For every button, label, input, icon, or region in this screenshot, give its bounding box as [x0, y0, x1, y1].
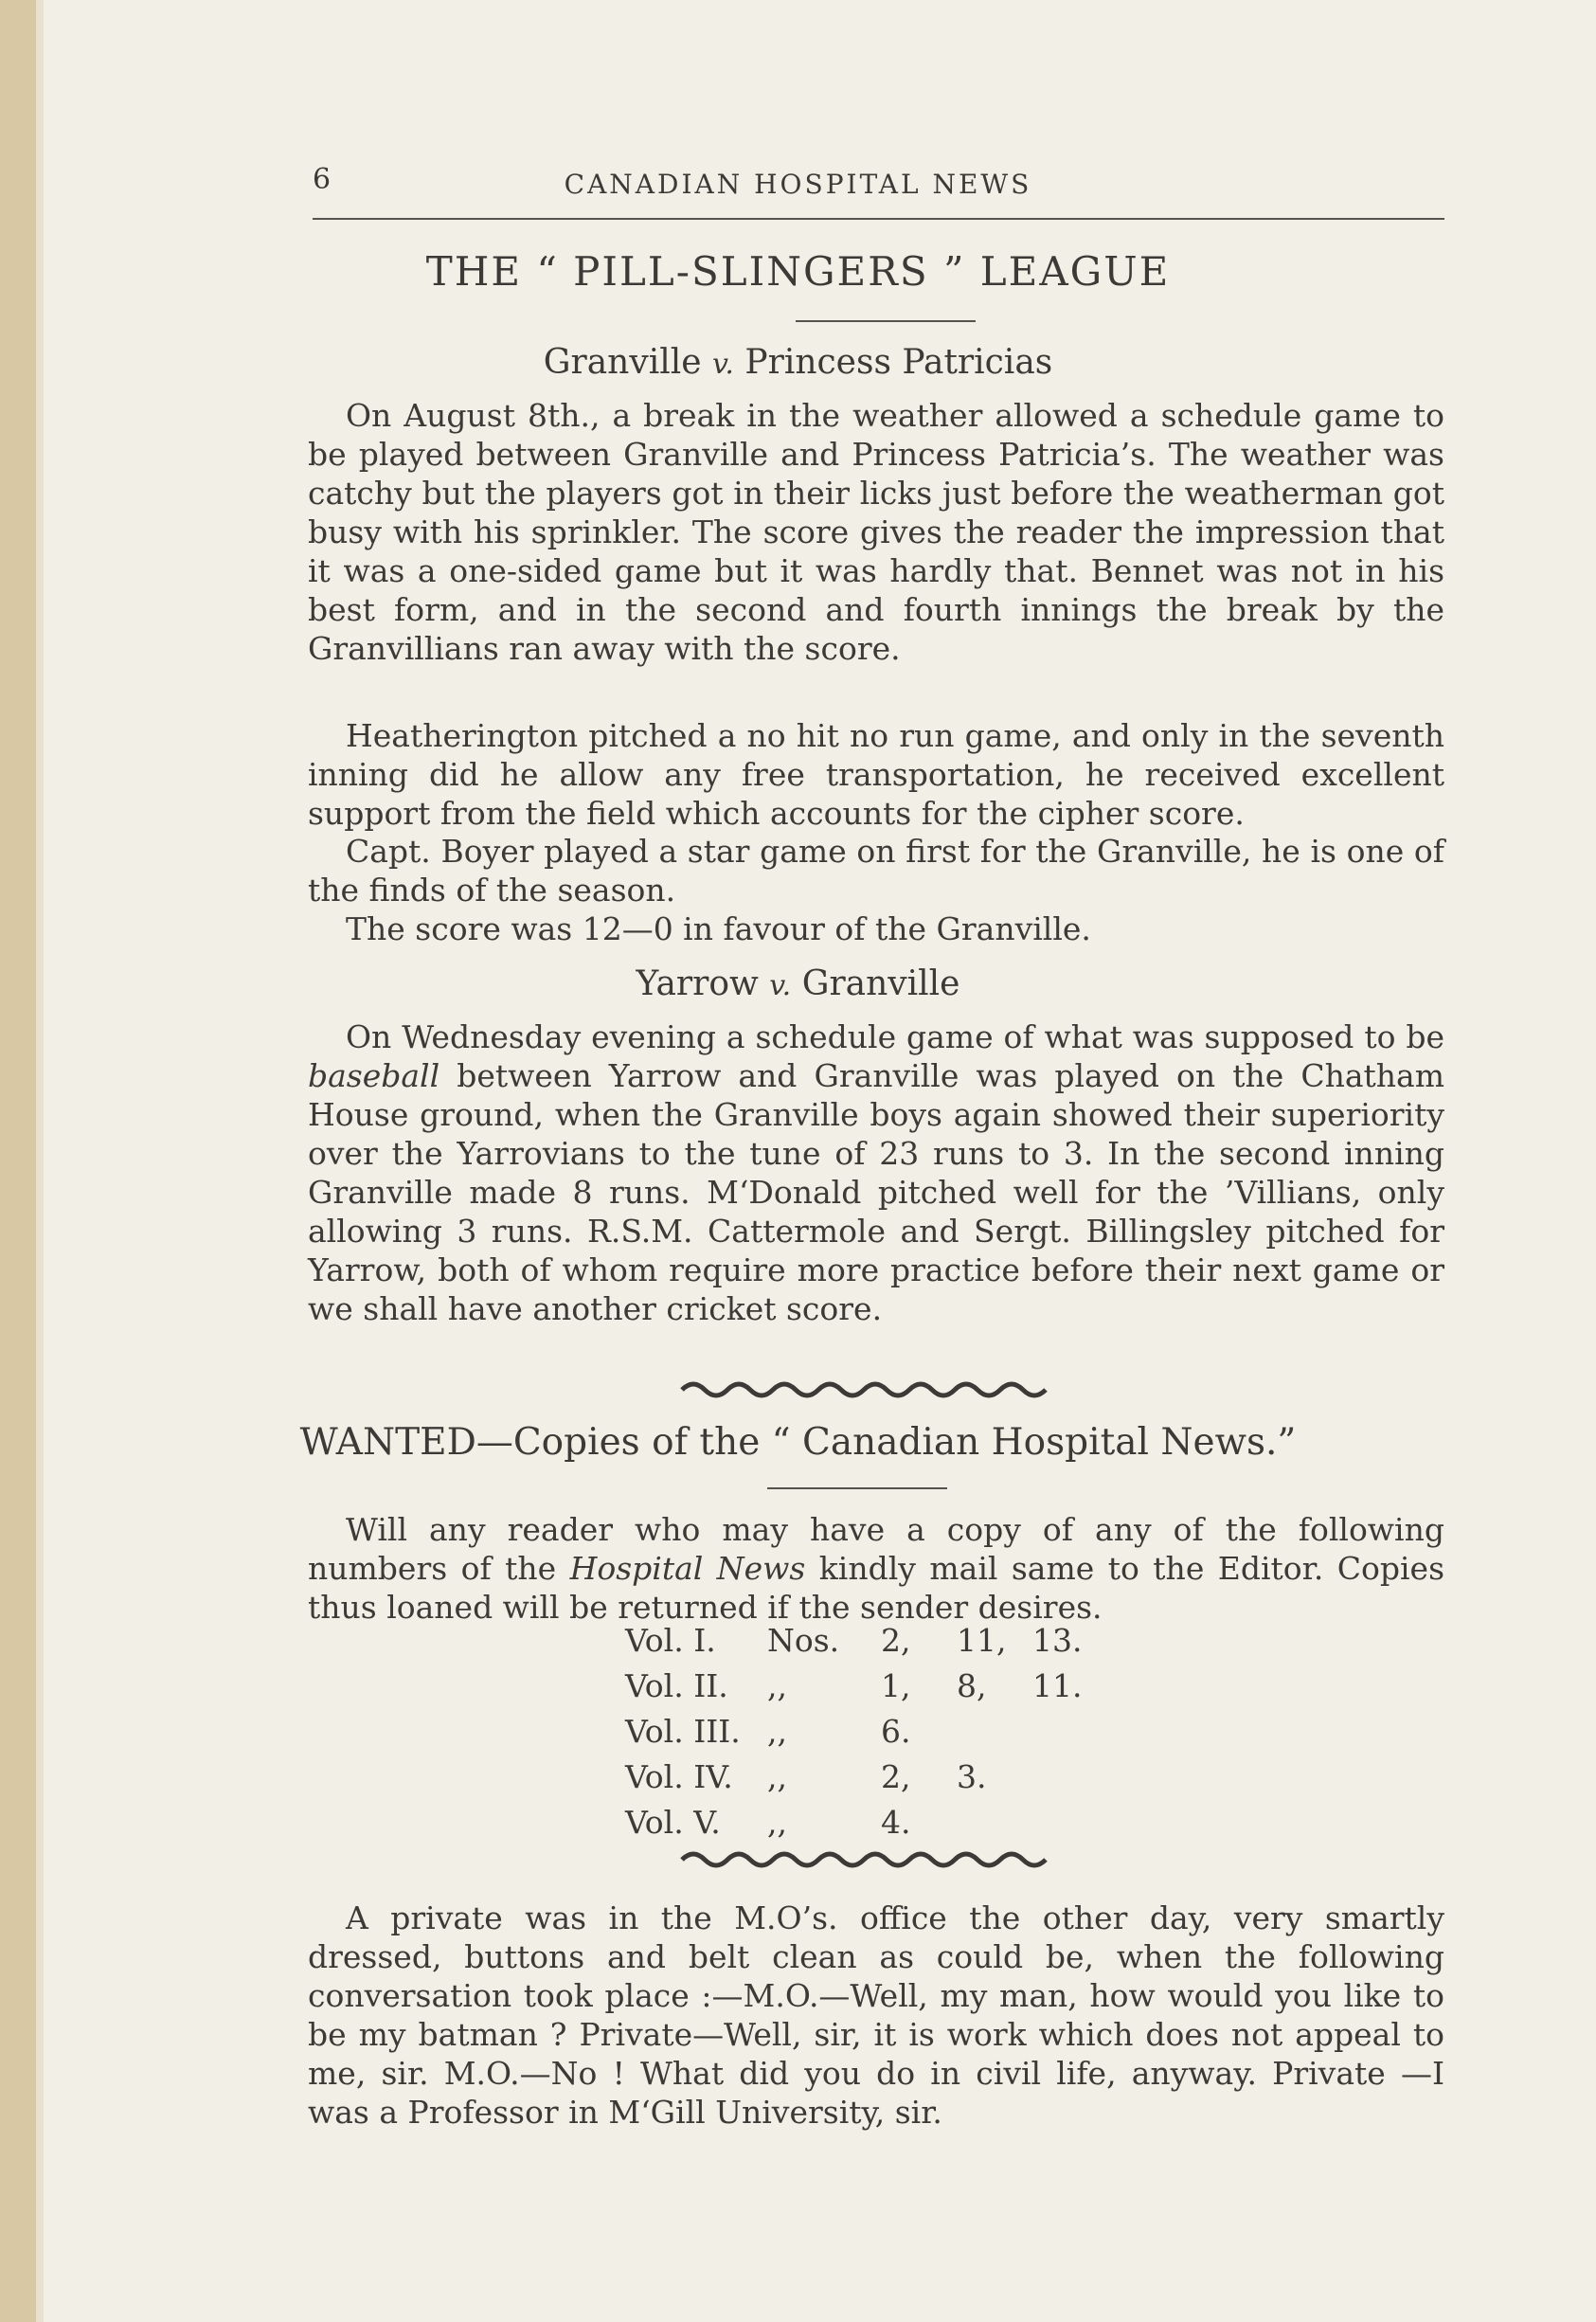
- volume-row: [625, 1713, 1108, 1758]
- issue-number: [957, 1804, 1032, 1849]
- issue-number: [1032, 1804, 1108, 1849]
- header-rule: [313, 218, 1444, 220]
- issue-number: 3.: [957, 1758, 987, 1795]
- issue-number: 11,: [957, 1622, 1007, 1659]
- game1-team-a: Granville: [543, 343, 702, 382]
- wanted-text-after: kindly mail same to the Editor. Copies thus loaned will be returned if the sender desires.: [308, 1550, 1445, 1626]
- volume-row: [625, 1622, 1108, 1667]
- game1-versus: v.: [712, 348, 734, 381]
- game1-team-b: Princess Patricias: [744, 343, 1053, 382]
- issue-number: [1032, 1758, 1108, 1804]
- volume-label: Vol. IV.: [625, 1758, 733, 1795]
- game2-text-italic: baseball: [308, 1057, 440, 1094]
- wavy-divider-1: [677, 1376, 1051, 1404]
- volume-row: [625, 1758, 1108, 1804]
- game2-text-after: between Yarrow and Granville was played on the Chatham House ground, when the Granville boys again showed their superiority over the Yarrovians to the tune of 23 runs to 3. In the second inning Granville made 8 runs. M‘Donald pitched well for the ’Villians, only allowing 3 runs. R.S.M. Cattermole and Sergt. Billingsley pitched for Yarrow, both of whom require more practice before their next game or we shall have another cricket score.: [308, 1057, 1444, 1327]
- wanted-paragraph: [308, 1510, 1444, 1627]
- issue-number: 11.: [1032, 1667, 1083, 1704]
- numbers-label: ,,: [767, 1758, 787, 1795]
- volume-label: Vol. II.: [625, 1667, 728, 1704]
- numbers-label: Nos.: [767, 1622, 840, 1659]
- volume-list: [625, 1622, 1108, 1849]
- issue-number: 2,: [881, 1622, 911, 1659]
- wanted-title: WANTED—Copies of the “ Canadian Hospital News.”: [299, 1421, 1297, 1464]
- numbers-label: ,,: [767, 1713, 787, 1750]
- anecdote-paragraph: A private was in the M.O’s. office the other day, very smartly dressed, buttons and belt clean as could be, when the following conversation took place :—M.O.—Well, my man, how would you like to be my batman ? Private—Well, sir, it is work which does not appeal to me, sir. M.O.—No ! What did you do in civil life, anyway. Private —I was a Professor in M‘Gill University, sir.: [308, 1899, 1444, 2131]
- game2-paragraph: [308, 1017, 1444, 1328]
- game2-team-a: Yarrow: [636, 964, 759, 1003]
- game2-text-before: On Wednesday evening a schedule game of what was supposed to be: [346, 1018, 1444, 1055]
- game2-versus: v.: [769, 969, 792, 1002]
- wavy-divider-2: [677, 1845, 1051, 1874]
- issue-number: 8,: [957, 1667, 987, 1704]
- game2-team-b: Granville: [801, 964, 960, 1003]
- issue-number: [957, 1713, 1032, 1758]
- issue-number: 6.: [881, 1713, 911, 1750]
- volume-label: Vol. I.: [625, 1622, 716, 1659]
- game2-heading: [0, 964, 1596, 1003]
- issue-number: 2,: [881, 1758, 911, 1795]
- game1-heading: [0, 343, 1596, 382]
- wanted-text-before: Will any reader who may have a copy of any of the following numbers of the: [308, 1511, 1444, 1587]
- game1-paragraph-3: Capt. Boyer played a star game on first for the Granville, he is one of the finds of the season.: [308, 833, 1444, 909]
- issue-number: [1032, 1713, 1108, 1758]
- issue-number: 1,: [881, 1667, 911, 1704]
- numbers-label: ,,: [767, 1667, 787, 1704]
- numbers-label: ,,: [767, 1804, 787, 1841]
- issue-number: 4.: [881, 1804, 911, 1841]
- issue-number: 13.: [1032, 1622, 1083, 1659]
- game1-paragraph-1: On August 8th., a break in the weather allowed a schedule game to be played between Granville and Princess Patricia’s. The weather was catchy but the players got in their licks just before the weatherman got busy with his sprinkler. The score gives the reader the impression that it was a one-sided game but it was hardly that. Bennet was not in his best form, and in the second and fourth innings the break by the Granvillians ran away with the score.: [308, 397, 1444, 667]
- article-title: THE “ PILL-SLINGERS ” LEAGUE: [425, 248, 1171, 295]
- volume-label: Vol. III.: [625, 1713, 741, 1750]
- wanted-text-italic: Hospital News: [569, 1550, 806, 1587]
- volume-row: [625, 1804, 1108, 1849]
- game1-paragraph-2: Heatherington pitched a no hit no run game, and only in the seventh inning did he allow any free transportation, he received excellent support from the field which accounts for the cipher score.: [308, 717, 1444, 832]
- running-title: CANADIAN HOSPITAL NEWS: [564, 169, 1032, 200]
- game1-paragraph-4: The score was 12—0 in favour of the Granville.: [346, 910, 1091, 947]
- title-rule: [796, 320, 976, 322]
- volume-label: Vol. V.: [625, 1804, 721, 1841]
- wanted-rule: [767, 1487, 947, 1489]
- page-number: 6: [313, 163, 332, 196]
- volume-row: [625, 1667, 1108, 1713]
